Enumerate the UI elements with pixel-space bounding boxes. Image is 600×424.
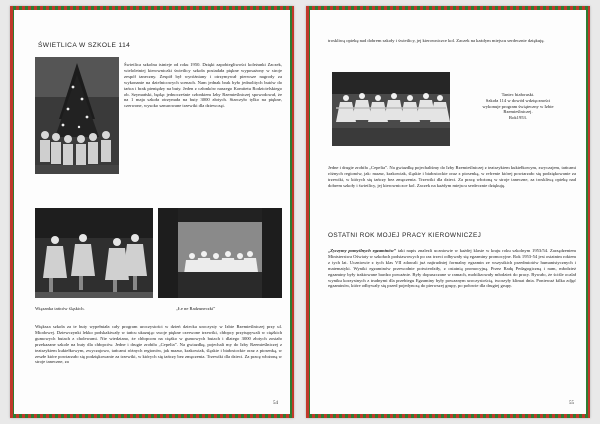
- stage-caption: „Łe ne Radzuneczki”: [176, 306, 216, 311]
- mid-paragraph: Jedne i drugie zrobiła „Cepelia”. Na gwiazdkę pojechaliśmy do Izby Rzemieślniczej z teatrzykiem kukiełkowym, zwyczajem, tańcami różnych regionów, jak: mazur, krakowiak, śląskie i białostockie oraz z piosenką, w refrenie której powtarzało się podziękowanie za trzewiki, w których się tańczy bez zmęczenia. Trzewiki dla dzieci. Za pracę włożoną w stroje taneczne, za troskliwą opiekę nad dobrem szkoły i świetlicy, jej kierowniczce kol. Zaczek na każdym miejscu serdecznie dziękuję.: [328, 165, 576, 188]
- dancers-photo: [35, 208, 153, 298]
- top-paragraph: troskliwą opiekę nad dobrem szkoły i świetlicy, jej kierowniczce kol. Zaczek na każdym miejscu serdecznie dziękuję.: [328, 38, 545, 43]
- dancers-caption: Wiązanka tańców śląskich.: [35, 306, 85, 311]
- caption-line: Szkoła 114 w dowód wdzięczności: [485, 97, 551, 103]
- section-heading: OSTATNI ROK MOJEJ PRACY KIEROWNICZEJ: [328, 232, 482, 239]
- page-title: ŚWIETLICA W SZKOLE 114: [38, 42, 131, 49]
- quote-lead: „Zyczymy pomyślnych egzaminów”: [328, 248, 397, 253]
- christmas-group-photo: [35, 57, 119, 174]
- photo-caption: [460, 92, 576, 121]
- stage-photo: [158, 208, 282, 298]
- belarusian-dance-photo: [332, 72, 450, 146]
- caption-line: wykonuje program świąteczny w Izbie: [482, 103, 554, 109]
- body-paragraph: Większa szkoła za te buty wypełniała cały program uroczystości w dzień dziecka uroczysty w Izbie Rzemieślniczej przy ul. Miodowej. Dziewczynki lekko podskakiwały w tańcu ukazując swoje piękne czerwone trzewiki, chłopcy przytupywali w ciężkich gumowych butach z cholewami. Nie wiedziano, że chłopcom na ciężko w gumowych butach i dlatego 3000 złotych zostało przekazane szkole na buty dla chłopców. Jedne i drugie zrobiła „Cepelia”. Na gwiazdkę, pojechali my do Izby Rzemieślniczej z teatrzykiem kukiełkowym, zwyczajowo, tańcami różnych regionów, jak mazur, krakowiak, śląskie i białostockie oraz z piosenką, w zeszłe które powtarzało się podziękowanie za trzewiki, w których się tańczy bez zmęczenia. Trzewiki dla dzieci. Za pracę włożoną w stroje taneczne, za: [35, 324, 282, 365]
- caption-line: Taniec białoruski.: [501, 92, 535, 97]
- caption-line: Rzemieślniczej.: [503, 109, 533, 115]
- left-page: [10, 6, 294, 418]
- caption-line: Rok1953.: [509, 115, 527, 121]
- page-number-left: 54: [273, 401, 278, 406]
- final-paragraph: [328, 248, 576, 289]
- right-page: [306, 6, 590, 418]
- final-text: taki napis znalezli uczniowie w każdej klasie w kraju roku szkolnym 1953/54. Zarządzeniem Ministerstwa Oświaty w szkołach podstawowych po raz trzeci odbywały się egzaminy promocyjne. Rok 1953-54 jest ostatnim rokiem z tych lat. Uczniowie z tych klas VII zdawali już najtrudniej formalny egzamin ze wszystkich przedmiotów humanistycznych i matematyki. Wyniki egzaminów przewodnie potwierdziły, z ostatnią promocyjną. Przez Radę Pedagogiczną i nam, młodzież egzaminy były traktowane bardzo poważnie. Były dopuszczane w ramach, mobilizowały młodzież do pracy. Bywało, że ściśle ocalał wyniku korzystnych z trudnymi dla przebiegu Egzaminy były powaznym uroczystością, tworzyły klimat dnia. Ponieważ kilka zdjęć egzaminów, które odbywały się przed pojedynczą do pierwszej grupy, po połowie dla drugiej grupy.: [328, 248, 577, 289]
- intro-paragraph: Świetlica szkolna istnieje od roku 1950. Dzięki zapobiegliwości koleżanki Zaczek, wieloletniej kierowniczki świetlicy szkoła posiadała piękne wyposażony w stroje zespół taneczny. Zespół był wyróżniany i otrzymywał pierwsze nagrody za wykonanie na dzielnicowych scenach. Nam jednak brak było jednolitych butów do tańca i brak pieniędzy na buty. Jeden z członków naszego Komitetu Rodzicielskiego ob. Szymański, będąc jednocześnie członkiem Izby Rzemieślniczej spowodował, że na 1 maja szkoła otrzymała na buty 3000 złotych. Starczyło tylko na piękne, czerwone, wysoko sznurowane trzewiki dla dziewcząt.: [124, 62, 282, 109]
- page-number-right: 55: [569, 401, 574, 406]
